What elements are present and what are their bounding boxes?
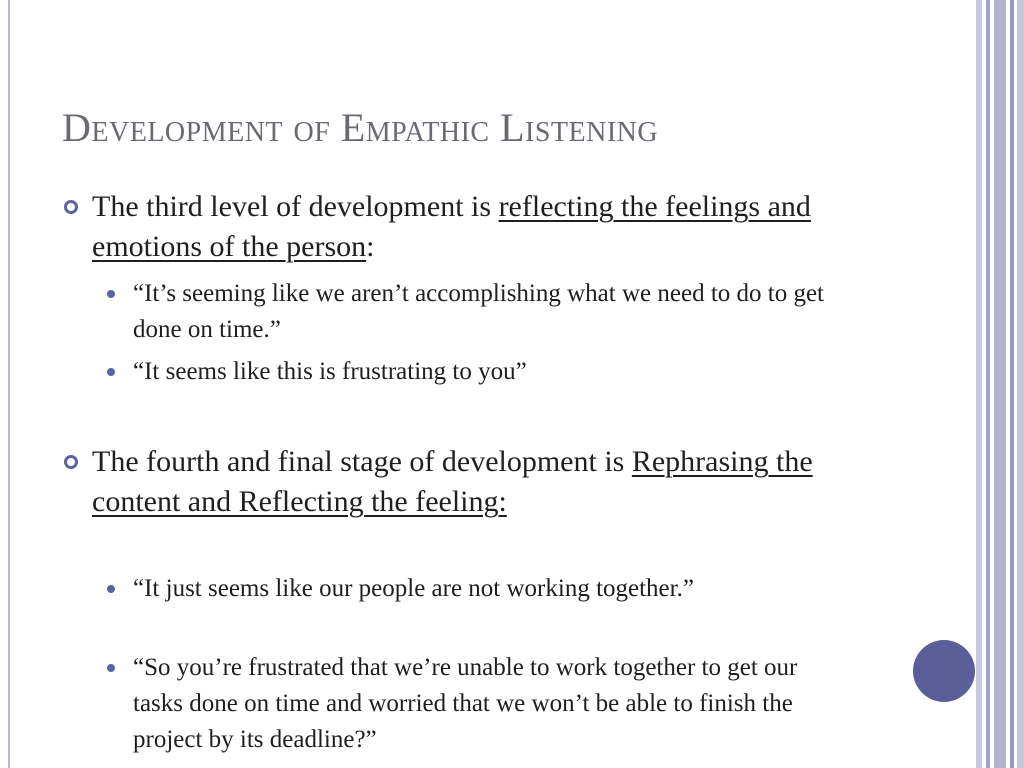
left-frame-line bbox=[8, 0, 10, 768]
bullet-2 bbox=[92, 442, 852, 522]
sub-bullet-text: “It just seems like our people are not working together.” bbox=[133, 575, 694, 602]
sub-bullet-2-2 bbox=[133, 650, 853, 758]
rail-1 bbox=[976, 0, 982, 768]
dot-bullet-icon bbox=[107, 664, 115, 672]
bullet-1 bbox=[92, 187, 852, 267]
dot-bullet-icon bbox=[107, 585, 115, 593]
rail-2 bbox=[986, 0, 990, 768]
ring-bullet-icon bbox=[64, 200, 78, 214]
slide-title: Development of Empathic Listening bbox=[62, 105, 659, 150]
bullet-1-suffix: : bbox=[366, 230, 375, 263]
bullet-2-underlined: Rephrasing the content and Reflecting the feeling: bbox=[92, 445, 813, 518]
sub-bullet-text: “It’s seeming like we aren’t accomplishing what we need to do to get done on time.” bbox=[133, 280, 825, 343]
sub-bullet-2-1 bbox=[133, 571, 853, 607]
bullet-2-text: The fourth and final stage of development is bbox=[92, 445, 632, 478]
sub-bullet-text: “It seems like this is frustrating to you” bbox=[133, 358, 527, 385]
sub-bullet-text: “So you’re frustrated that we’re unable to work together to get our tasks done on time and worried that we won’t be able to finish the project by its deadline?” bbox=[133, 654, 798, 753]
rail-5 bbox=[1017, 0, 1024, 768]
decorative-circle bbox=[913, 640, 975, 702]
right-decorative-rails bbox=[976, 0, 1024, 768]
bullet-1-text: The third level of development is bbox=[92, 190, 499, 223]
sub-bullet-1-2 bbox=[133, 354, 853, 390]
dot-bullet-icon bbox=[107, 290, 115, 298]
rail-3 bbox=[994, 0, 1006, 768]
dot-bullet-icon bbox=[107, 368, 115, 376]
bullet-1-underlined: reflecting the feelings and emotions of the person bbox=[92, 190, 811, 263]
ring-bullet-icon bbox=[64, 455, 78, 469]
rail-4 bbox=[1010, 0, 1014, 768]
sub-bullet-1-1 bbox=[133, 276, 853, 348]
